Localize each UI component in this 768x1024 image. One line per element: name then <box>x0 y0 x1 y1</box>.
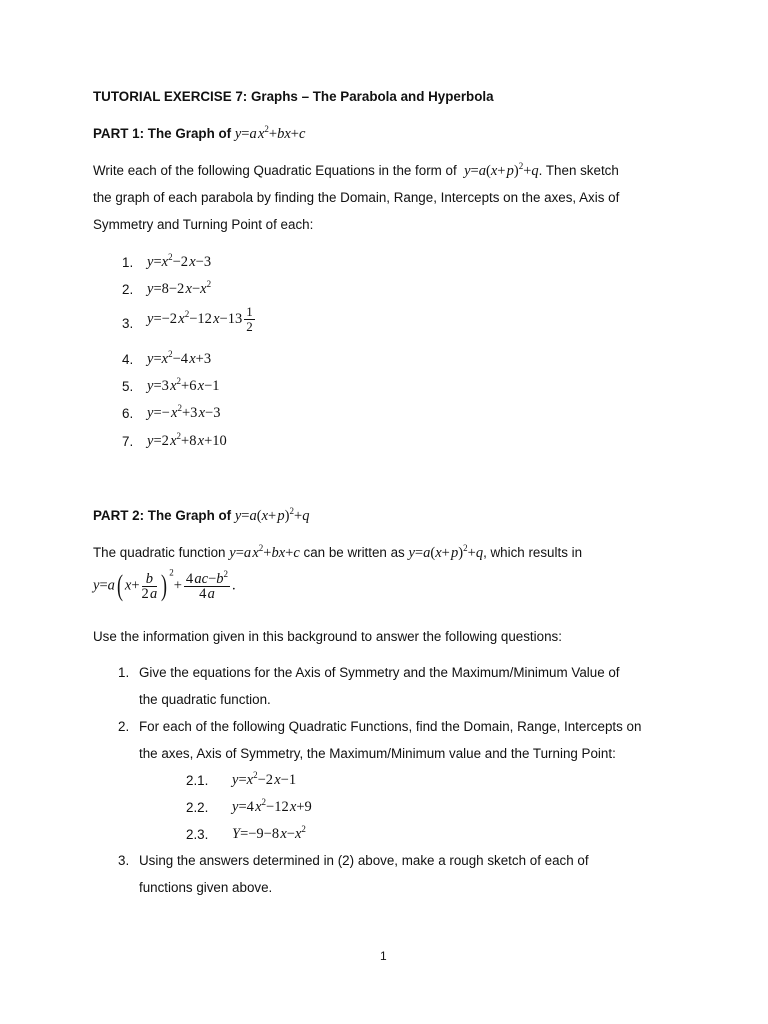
list-item-number: 1. <box>122 255 134 270</box>
question-number: 1. <box>118 665 130 680</box>
list-item-number: 6. <box>122 406 134 421</box>
list-item-number: 3. <box>122 316 134 331</box>
list-item-number: 4. <box>122 352 134 367</box>
completed-square-formula: y=a( x+ $\frac{b}{2 a}$ ) $^2$+ $\frac{4 ac-b^2}{4 a}$ . <box>93 567 236 602</box>
part2-line1-after: , which results in <box>483 545 583 560</box>
question-1-line1: Give the equations for the Axis of Symmetry and the Maximum/Minimum Value of <box>139 665 620 680</box>
subitem-equation-2: y=4 $x^2-12$ x+9 <box>232 797 312 815</box>
equation-2: y=8−2 $x-x^2$ <box>147 279 212 297</box>
part1-intro-line2: the graph of each parabola by finding the Domain, Range, Intercepts on the axes, Axis of <box>93 190 620 205</box>
part1-heading-text: PART 1: The Graph of <box>93 126 232 141</box>
subitem-equation-1: $y=x^2-2$ x−1 <box>232 770 297 788</box>
subitem-number: 2.3. <box>186 827 209 842</box>
subitem-number: 2.2. <box>186 800 209 815</box>
part1-intro-line1 <box>93 163 619 179</box>
page-number: 1 <box>380 949 387 963</box>
part2-heading-formula: y=a(x+ p)$^2$+q <box>234 506 310 524</box>
equation-7: y=2 $x^2+8$ x+10 <box>147 431 227 449</box>
part1-heading-formula: y=a $x^2+bx+c$ <box>234 124 306 142</box>
part1-intro-formula: y=a(x+ p)$^2$+q <box>464 161 539 179</box>
list-item-number: 2. <box>122 282 134 297</box>
question-3-line2: functions given above. <box>139 880 273 895</box>
equation-1: $y=x^2-2$ x−3 <box>147 252 212 270</box>
part2-line1-formula2: y=a(x+ p)$^2$+q <box>408 543 484 561</box>
part1-intro-after: . Then sketch <box>538 163 619 178</box>
part1-heading <box>93 126 305 142</box>
list-item-number: 5. <box>122 379 134 394</box>
part1-intro-text: Write each of the following Quadratic Equations in the form of <box>93 163 457 178</box>
subitem-equation-3: Y=−9−8 $x-x^2$ <box>232 824 306 842</box>
question-2-line2: the axes, Axis of Symmetry, the Maximum/Minimum value and the Turning Point: <box>139 746 616 761</box>
part1-intro-line3: Symmetry and Turning Point of each: <box>93 217 314 232</box>
question-2-line1: For each of the following Quadratic Functions, find the Domain, Range, Intercepts on <box>139 719 642 734</box>
question-number: 2. <box>118 719 130 734</box>
part2-heading-text: PART 2: The Graph of <box>93 508 232 523</box>
document-title: TUTORIAL EXERCISE 7: Graphs – The Parabola and Hyperbola <box>93 89 494 104</box>
part2-line1 <box>93 545 582 561</box>
part2-instruction: Use the information given in this background to answer the following questions: <box>93 629 562 644</box>
question-1-line2: the quadratic function. <box>139 692 271 707</box>
question-3-line1: Using the answers determined in (2) above, make a rough sketch of each of <box>139 853 589 868</box>
list-item-number: 7. <box>122 434 134 449</box>
part2-line1-formula1: y=a $x^2+bx+c$ <box>229 543 300 561</box>
subitem-number: 2.1. <box>186 773 209 788</box>
equation-5: y=3 $x^2+6$ x−1 <box>147 376 220 394</box>
part2-heading <box>93 508 309 524</box>
equation-6: y=− $x^2+3$ x−3 <box>147 403 221 421</box>
part2-line1-mid: can be written as <box>303 545 405 560</box>
equation-4: $y=x^2-4$ x+3 <box>147 349 212 367</box>
part2-line1-text: The quadratic function <box>93 545 226 560</box>
equation-3: y=−2 $x^2-12$ x−13 $\frac{1}{2}$ <box>147 304 253 334</box>
question-number: 3. <box>118 853 130 868</box>
